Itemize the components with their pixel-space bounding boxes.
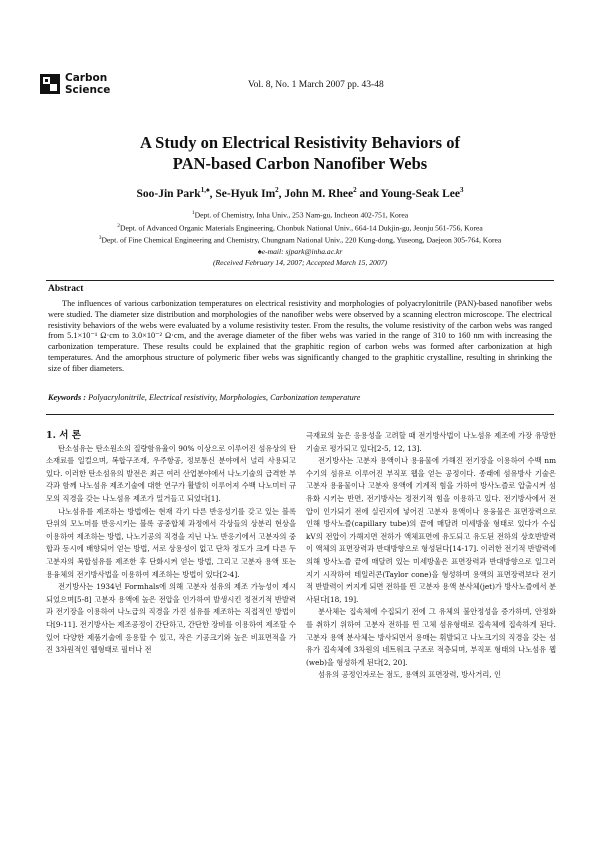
body-paragraph: 전기방사는 1934년 Formhals에 의해 고분자 섬유의 제조 가능성이 제시되었으며[5-8] 고분자 용액에 높은 전압을 인가하여 발생시킨 정전기적 반발력과 전기장을 이용하여 나노급의 직경을 가진 섬유를 제조하는 직접적인 방법이다[9-11]. 전기방사는 제조공정이 간단하고, 간단한 장비를 이용하여 제조할 수 있어 다양한 제품기술에 응용할 수 있고, 작은 기공크기와 높은 비표면적을 가진 3차원적인 웹형태로 필터나 전 xyxy=(46,582,296,655)
author-affiliation-mark: 1,♠ xyxy=(200,186,210,194)
author-list: Soo-Jin Park$^{1,♠}$, Se-Hyuk Im$^2$, John M. Rhee$^2$ and Young-Seak Lee$^3$ xyxy=(136,186,464,200)
paper-title xyxy=(60,132,540,174)
affiliation-line xyxy=(40,208,560,221)
affiliations xyxy=(40,208,560,268)
body-paragraph: 탄소섬유는 탄소원소의 질량함유율이 90% 이상으로 이루어진 섬유상의 탄소재료를 일컬으며, 복합구조재, 우주항공, 정보통신 분야에서 널리 사용되고 있다. 이러한 탄소섬유의 발전은 최근 여러 산업분야에서 나노기술의 급격한 부각과 함께 나노섬유 제조기술에 대한 연구가 활발히 이루어져 수백 나노미터 규모의 직경을 갖는 나노섬유 제조가 밀거들고 되었다[1]. xyxy=(46,443,296,503)
left-column xyxy=(46,430,296,657)
section-heading: 1. 서 론 xyxy=(46,430,81,441)
paper-title-line-1: A Study on Electrical Resistivity Behaviors of xyxy=(140,133,460,152)
affiliation-mark: 3 xyxy=(98,235,102,242)
body-paragraph: 나노섬유를 제조하는 방법에는 현재 각기 다른 반응성기를 갖고 있는 블록단위의 모노머를 반응시키는 블록 공중합체 과정에서 각상들의 상분리 현상을 이용하여 제조하는 방법, 나노기공의 직경을 지닌 나노 반응기에서 고분자의 중합과 동시에 배향되어 얻는 방법, 서로 상용성이 없고 단차 정도가 크게 다른 두 고분자의 복합섬유를 제조한 후 단화시켜 얻는 방법, 그리고 고분자 용액 또는 용융체의 전기방사법을 이용하여 제조하는 방법이 있다[2-4]. xyxy=(46,506,296,579)
affiliation-line xyxy=(40,233,560,246)
author-name: Se-Hyuk Im xyxy=(215,187,276,200)
journal-logo xyxy=(40,72,130,98)
right-column xyxy=(306,430,556,682)
abstract-body xyxy=(48,299,552,375)
keywords-text: Polyacrylonitrile, Electrical resistivity, Morphologies, Carbonization temperature xyxy=(88,393,361,402)
abstract-heading: Abstract xyxy=(48,284,84,294)
affiliation-line xyxy=(40,221,560,234)
abstract-text: The influences of various carbonization temperatures on electrical resistivity and morphologies of polyacrylonitrile (PAN)-based nanofiber webs were studied. The diameter size distribution and morphologies of the nanofiber webs were observed by a scanning electron microscope. The electrical resistivity behaviors of the webs were evaluated by a volume resistivity tester. From the results, the volume resistivity of the carbon webs was ranged from 5.1×10⁻¹ Ω·cm to 3.0×10⁻² Ω·cm, and the average diameter of the fiber webs was varied in the range of 310 to 160 nm with increasing the carbonization temperature. These results could be explained that the graphitic region of carbon webs was formed after carbonization at high temperatures. And the amorphous structure of polymeric fiber webs was significantly changed to the graphitic crystalline, resulting in shrinking the size of fiber diameters. xyxy=(48,299,552,373)
author-name: John M. Rhee xyxy=(284,187,354,200)
body-paragraph: 극재료의 높은 응용성을 고려할 때 전기방사법이 나노섬유 제조에 가장 유망한 기술로 평가되고 있다[2-5, 12, 13]. xyxy=(306,431,556,453)
affiliation-text: Dept. of Fine Chemical Engineering and Chemistry, Chungnam National Univ., 220 Kung-dong, Yuseong, Daejeon 305-764, Korea xyxy=(101,235,502,245)
corresponding-email: ♠e-mail: sjpark@inha.ac.kr xyxy=(257,246,343,256)
author-affiliation-mark: 2 xyxy=(275,186,279,194)
affiliation-mark: 2 xyxy=(117,222,120,229)
author-name: Young-Seak Lee xyxy=(380,187,461,200)
body-paragraph: 전기방사는 고분자 용액이나 용융물에 가해진 전기장을 이용하여 수백 nm 수기의 섬유로 이루어진 부직포 웹을 얻는 공정이다. 종래에 섬유방사 기술은 고분자 용융물이나 고분자 용액에 기계적 힘을 가하여 방사노즐로 압출시켜 섬유화 시키는 반면, 전기방사는 정전기적 힘을 이용하고 있다. 전기방사에서 전압이 인가되기 전에 실린지에 넣어진 고분자 용액이나 용융물은 표면장력으로 인해 방사노즐(capillary tube)의 끝에 매달려 미세방울 형태로 있다가 수십 kV의 전압이 가해지면 전하가 액체표면에 유도되고 유도된 전하의 상호반발력이 액체의 표면장력과 반대방향으로 형성된다[14-17]. 이러한 전기적 반발력에 의해 방사노즐 끝에 매달려 있는 미세방울은 표면장력과 반대방향으로 일그러지기 시작하여 테일러콘(Taylor cone)을 형성하며 용액의 표면장력보다 전기적 반발력이 커지게 되면 전하를 띈 고분자 용액 분사체(jet)가 방사노즐에서 분사된다[18, 19]. xyxy=(306,456,556,604)
keywords xyxy=(48,393,552,402)
author-affiliation-mark: 3 xyxy=(460,186,464,194)
body-paragraph: 섬유의 공정인자로는 점도, 용액의 표면장력, 방사거리, 인 xyxy=(318,670,501,680)
body-paragraph: 분사체는 집속체에 수집되기 전에 그 유체의 불안정성을 증가하며, 안정화를 취하기 위하여 고분자 전하를 띈 고체 섬유형태로 집속체에 집속하게 된다. 고분자 용액 분사체는 방사되면서 용매는 휘발되고 나노크기의 직경을 갖는 섬유가 집속체에 3차원의 네트워크 구조로 적층되며, 부직포 형태의 나노섬유 웹(web)을 형성하게 된다[2, 20]. xyxy=(306,607,556,667)
author-name: Soo-Jin Park xyxy=(136,187,201,200)
journal-logo-text xyxy=(65,72,110,96)
paper-title-line-2: PAN-based Carbon Nanofiber Webs xyxy=(172,154,428,173)
affiliation-mark: 1 xyxy=(191,210,195,216)
received-dates: (Received February 14, 2007; Accepted March 15, 2007) xyxy=(213,257,387,267)
author-affiliation-mark: 2 xyxy=(353,186,357,194)
affiliation-text: Dept. of Chemistry, Inha Univ., 253 Nam-gu, Incheon 402-751, Korea xyxy=(194,210,409,220)
logo-line-2: Science xyxy=(65,84,111,96)
logo-line-1: Carbon xyxy=(65,72,108,84)
keywords-label: Keywords : xyxy=(48,393,87,402)
journal-issue-info: Vol. 8, No. 1 March 2007 pp. 43-48 xyxy=(248,80,384,90)
affiliation-text: Dept. of Advanced Organic Materials Engineering, Chonbuk National Univ., 664-14 Dukjin-gu, Jeonju 561-756, Korea xyxy=(120,223,483,233)
journal-logo-icon xyxy=(40,74,60,94)
